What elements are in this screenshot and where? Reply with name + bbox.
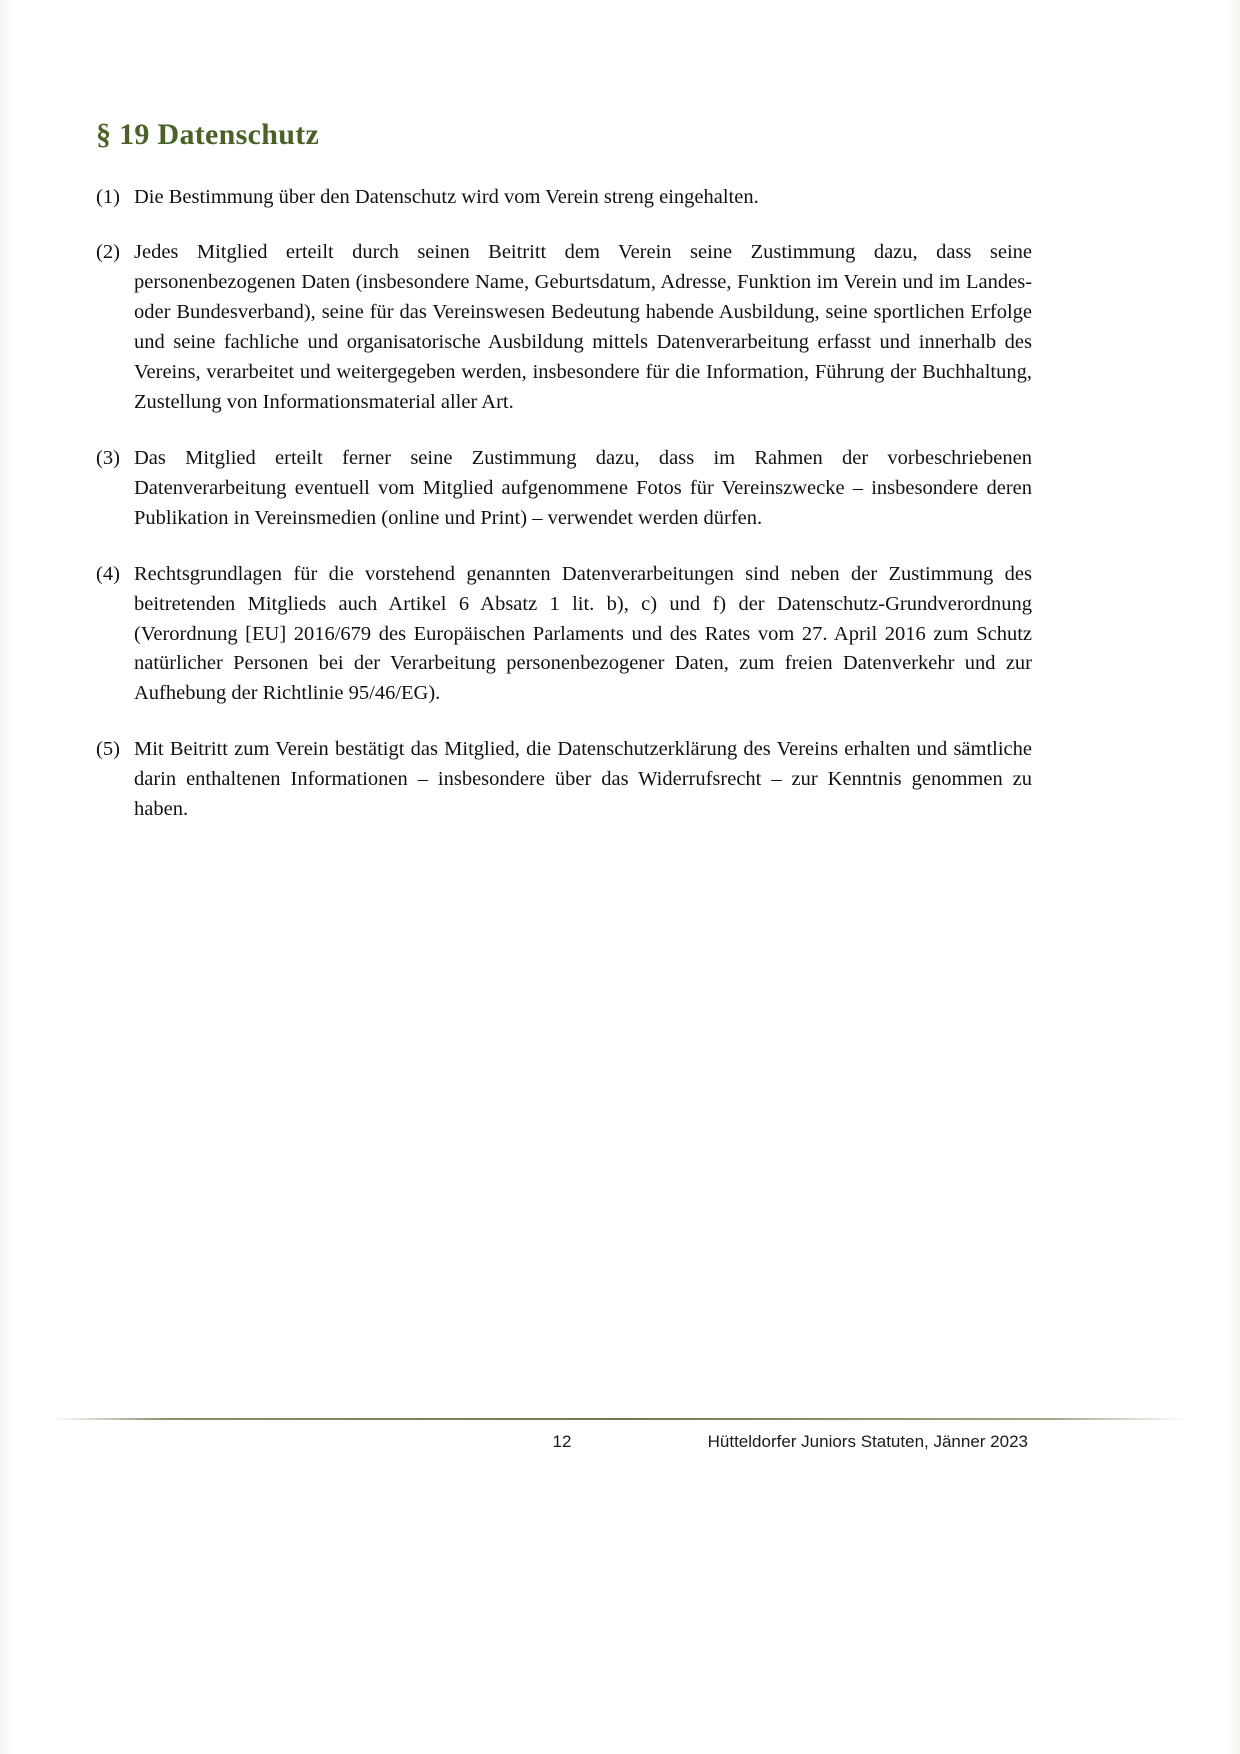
paragraph-body: Rechtsgrundlagen für die vorstehend genannten Datenverarbeitungen sind neben der Zustimmung des beitretenden Mitglieds auch Artikel 6 Absatz 1 lit. b), c) und f) der Datenschutz-Grundverordnung (Verordnung [EU] 2016/679 des Europäischen Parlaments und des Rates vom 27. April 2016 zum Schutz natürlicher Personen bei der Verarbeitung personenbezogener Daten, zum freien Datenverkehr und zur Aufhebung der Richtlinie 95/46/EG).: [134, 562, 1032, 705]
page-content: [96, 118, 1032, 851]
paragraph-body: Mit Beitritt zum Verein bestätigt das Mitglied, die Datenschutzerklärung des Vereins erhalten und sämtliche darin enthaltenen Informationen – insbesondere über das Widerrufsrecht – zur Kenntnis genommen zu haben.: [134, 738, 1032, 821]
paragraph-body: Die Bestimmung über den Datenschutz wird vom Verein streng eingehalten.: [134, 185, 759, 208]
page-footer: [52, 1432, 1188, 1462]
paragraph-body: Das Mitglied erteilt ferner seine Zustimmung dazu, dass im Rahmen der vorbeschriebenen Datenverarbeitung eventuell vom Mitglied aufgenommene Fotos für Vereinszwecke – insbesondere deren Publikation in Vereinsmedien (online und Print) – verwendet werden dürfen.: [134, 446, 1032, 529]
paragraph-number: (4): [96, 562, 120, 585]
page-title: § 19 Datenschutz: [96, 118, 320, 151]
footer-divider: [52, 1418, 1188, 1420]
paragraph-2: [96, 238, 1032, 418]
paragraph-4: [96, 560, 1032, 710]
paragraph-3: [96, 444, 1032, 534]
footer-document-title: Hütteldorfer Juniors Statuten, Jänner 2023: [707, 1432, 1028, 1451]
paragraph-5: [96, 735, 1032, 825]
footer-page-number: 12: [552, 1432, 572, 1451]
paragraph-number: (2): [96, 241, 120, 264]
paragraph-number: (3): [96, 446, 120, 469]
paragraph-1: [96, 183, 1032, 213]
paragraph-body: Jedes Mitglied erteilt durch seinen Beitritt dem Verein seine Zustimmung dazu, dass seine personenbezogenen Daten (insbesondere Name, Geburtsdatum, Adresse, Funktion im Verein und im Landes- oder Bundesverband), seine für das Vereinswesen Bedeutung habende Ausbildung, seine sportlichen Erfolge und seine fachliche und organisatorische Ausbildung mittels Datenverarbeitung erfasst und innerhalb des Vereins, verarbeitet und weitergegeben werden, insbesondere für die Information, Führung der Buchhaltung, Zustellung von Informationsmaterial aller Art.: [134, 241, 1032, 414]
paragraph-number: (5): [96, 738, 120, 761]
paragraph-number: (1): [96, 185, 120, 208]
